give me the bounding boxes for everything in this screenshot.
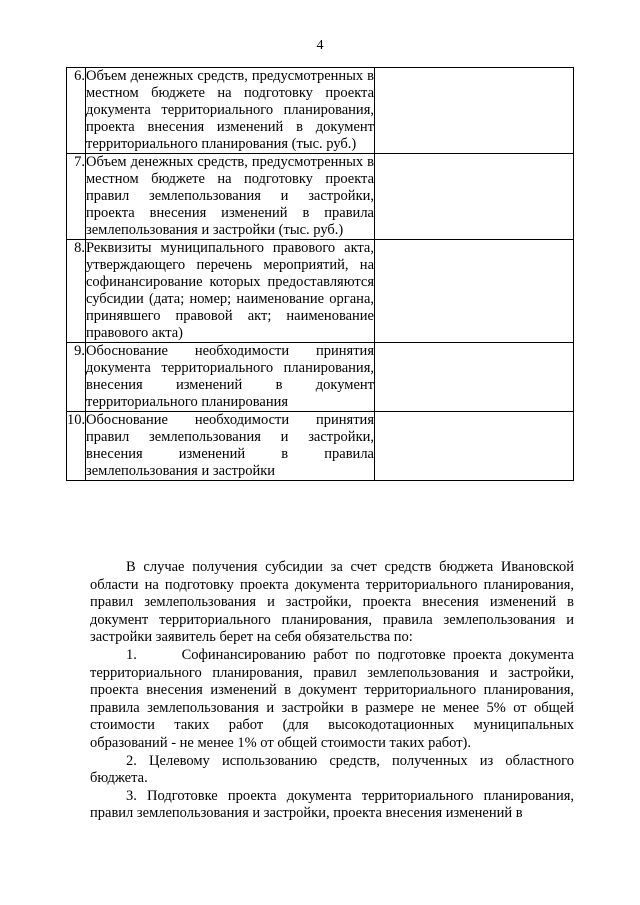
obligation-item-2: 2. Целевому использованию средств, полученных из областного бюджета. [90, 752, 574, 787]
application-table [66, 67, 574, 481]
table-row [67, 240, 574, 343]
row-number: 7. [67, 154, 86, 240]
row-value-cell [375, 68, 574, 154]
row-label: Объем денежных средств, предусмотренных в местном бюджете на подготовку проекта правил землепользования и застройки, проекта внесения изменений в правила землепользования и застройки (тыс. руб.) [86, 154, 374, 238]
row-value-cell [375, 240, 574, 343]
row-number: 8. [67, 240, 86, 343]
row-label: Обоснование необходимости принятия документа территориального планирования, внесения изменений в документ территориального планирования [86, 343, 374, 410]
row-label: Обоснование необходимости принятия правил землепользования и застройки, внесения изменений в правила землепользования и застройки [86, 412, 374, 479]
row-value-cell [375, 343, 574, 412]
row-value-cell [375, 154, 574, 240]
obligations-text [90, 559, 574, 823]
table-row [67, 412, 574, 481]
intro-paragraph: В случае получения субсидии за счет средств бюджета Ивановской области на подготовку проекта документа территориального планирования, правил землепользования и застройки, проекта внесения изменений в документ территориального планирования, правила землепользования и застройки заявитель берет на себя обязательства по: [90, 559, 574, 646]
row-number: 6. [67, 68, 86, 154]
table-row [67, 343, 574, 412]
row-label: Реквизиты муниципального правового акта, утверждающего перечень мероприятий, на софинансирование которых предоставляются субсидии (дата; номер; наименование органа, принявшего правовой акт; наименование правового акта) [86, 240, 374, 341]
row-number: 9. [67, 343, 86, 412]
table-row [67, 154, 574, 240]
table-row [67, 68, 574, 154]
page-number: 4 [316, 38, 324, 53]
row-label: Объем денежных средств, предусмотренных в местном бюджете на подготовку проекта документа территориального планирования, проекта внесения изменений в документ территориального планирования (тыс. руб.) [86, 68, 374, 152]
obligation-item-1: 1. Софинансированию работ по подготовке проекта документа территориального планирования, правил землепользования и застройки, проекта внесения изменений в документ территориального планирования, правила землепользования и застройки в размере не менее 5% от общей стоимости таких работ (для высокодотационных муниципальных образований - не менее 1% от общей стоимости таких работ). [90, 646, 574, 751]
row-number: 10. [67, 412, 86, 481]
obligation-item-3: 3. Подготовке проекта документа территориального планирования, правил землепользования и застройки, проекта внесения изменений в [90, 787, 574, 822]
row-value-cell [375, 412, 574, 481]
